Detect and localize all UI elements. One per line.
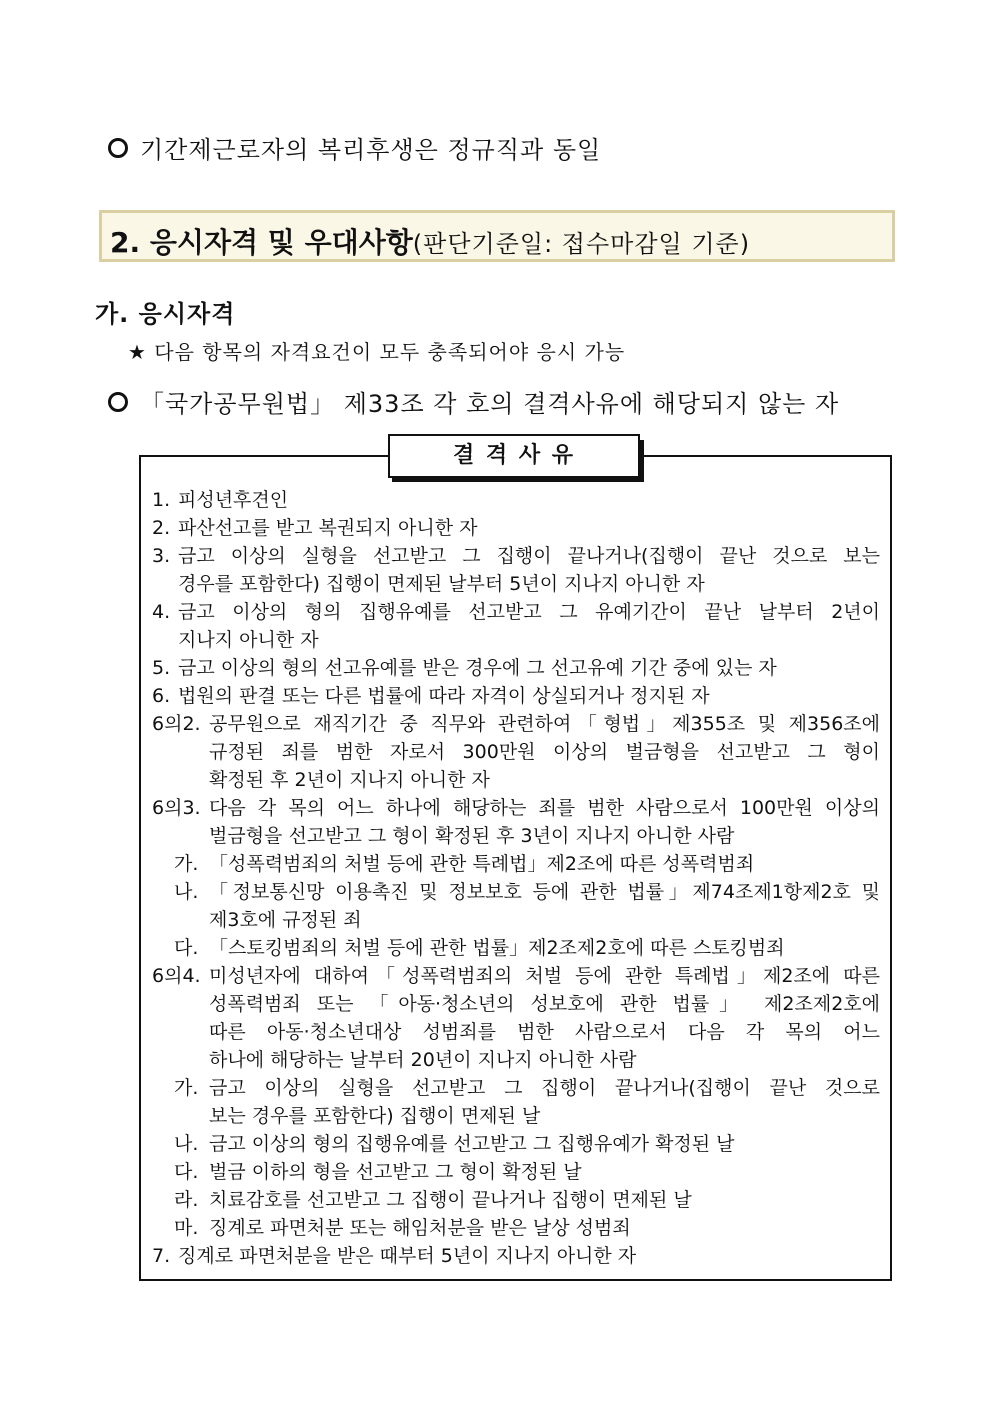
section-title-sub: (판단기준일: 접수마감일 기준) — [412, 230, 751, 258]
circle-bullet-icon — [108, 138, 128, 158]
list-item — [152, 934, 880, 962]
list-item — [152, 1130, 880, 1158]
list-item-line: 규정된 죄를 범한 자로서 300만원 이상의 벌금형을 선고받고 그 형이 — [209, 741, 880, 763]
list-item — [152, 794, 880, 850]
list-item — [152, 1214, 880, 1242]
list-item-line: 제3호에 규정된 죄 — [209, 909, 362, 931]
list-item-label: 나. — [174, 881, 199, 903]
list-item-label: 다. — [174, 1161, 199, 1183]
list-item — [152, 542, 880, 598]
welfare-bullet-text: 기간제근로자의 복리후생은 정규직과 동일 — [140, 136, 602, 164]
list-item-line: 징계로 파면처분 또는 해임처분을 받은 날상 성범죄 — [209, 1217, 631, 1239]
list-item-line: 지나지 아니한 자 — [178, 629, 319, 651]
subsection-title: 가. 응시자격 — [95, 300, 236, 328]
requirement-note: ★ 다음 항목의 자격요건이 모두 충족되어야 응시 가능 — [128, 340, 626, 364]
welfare-bullet — [108, 130, 601, 165]
list-item-line: 「스토킹범죄의 처벌 등에 관한 법률」제2조제2호에 따른 스토킹범죄 — [209, 937, 785, 959]
list-item-label: 6. — [152, 685, 171, 707]
box-title-text: 결 격 사 유 — [453, 443, 575, 468]
list-item — [152, 710, 880, 794]
list-item-line: 금고 이상의 형의 집행유예를 선고받고 그 유예기간이 끝난 날부터 2년이 — [178, 601, 880, 623]
list-item-line: 금고 이상의 형의 선고유예를 받은 경우에 그 선고유예 기간 중에 있는 자 — [178, 657, 777, 679]
list-item-line: 보는 경우를 포함한다) 집행이 면제된 날 — [209, 1105, 541, 1127]
list-item-label: 가. — [174, 853, 199, 875]
list-item-label: 다. — [174, 937, 199, 959]
list-item-line: 피성년후견인 — [178, 489, 289, 511]
list-item — [152, 1242, 880, 1270]
list-item-label: 2. — [152, 517, 171, 539]
list-item — [152, 850, 880, 878]
list-item-line: 「정보통신망 이용촉진 및 정보보호 등에 관한 법률」제74조제1항제2호 및 — [209, 881, 880, 903]
list-item-label: 3. — [152, 545, 171, 567]
list-item-line: 벌금 이하의 형을 선고받고 그 형이 확정된 날 — [209, 1161, 582, 1183]
list-item — [152, 1186, 880, 1214]
list-item-line: 따른 아동·청소년대상 성범죄를 범한 사람으로서 다음 각 목의 어느 — [209, 1021, 880, 1043]
list-item-line: 파산선고를 받고 복권되지 아니한 자 — [178, 517, 478, 539]
list-item-label: 라. — [174, 1189, 199, 1211]
list-item — [152, 682, 880, 710]
circle-bullet-icon — [108, 392, 128, 412]
list-item-line: 금고 이상의 형의 집행유예를 선고받고 그 집행유예가 확정된 날 — [209, 1133, 735, 1155]
list-item — [152, 1158, 880, 1186]
list-item-label: 6의4. — [152, 965, 201, 987]
list-item-line: 법원의 판결 또는 다른 법률에 따라 자격이 상실되거나 정지된 자 — [178, 685, 710, 707]
disqualification-box-title — [388, 434, 640, 478]
list-item-line: 공무원으로 재직기간 중 직무와 관련하여「형법」제355조 및 제356조에 — [209, 713, 880, 735]
section-title-main: 2. 응시자격 및 우대사항 — [110, 226, 413, 259]
list-item-line: 치료감호를 선고받고 그 집행이 끝나거나 집행이 면제된 날 — [209, 1189, 692, 1211]
list-item-line: 징계로 파면처분을 받은 때부터 5년이 지나지 아니한 자 — [178, 1245, 637, 1267]
list-item-line: 벌금형을 선고받고 그 형이 확정된 후 3년이 지나지 아니한 사람 — [209, 825, 735, 847]
list-item-label: 4. — [152, 601, 171, 623]
disqualification-bullet — [108, 384, 839, 419]
list-item — [152, 1074, 880, 1130]
list-item-label: 6의2. — [152, 713, 201, 735]
list-item — [152, 878, 880, 934]
section-heading-box — [99, 210, 895, 262]
list-item-label: 5. — [152, 657, 171, 679]
list-item — [152, 654, 880, 682]
list-item-label: 7. — [152, 1245, 171, 1267]
list-item — [152, 598, 880, 654]
list-item-label: 나. — [174, 1133, 199, 1155]
list-item-label: 1. — [152, 489, 171, 511]
list-item-line: 경우를 포함한다) 집행이 면제된 날부터 5년이 지나지 아니한 자 — [178, 573, 705, 595]
list-item-label: 6의3. — [152, 797, 201, 819]
list-item-label: 가. — [174, 1077, 199, 1099]
list-item-line: 성폭력범죄 또는 「아동·청소년의 성보호에 관한 법률」 제2조제2호에 — [209, 993, 880, 1015]
list-item-line: 다음 각 목의 어느 하나에 해당하는 죄를 범한 사람으로서 100만원 이상의 — [209, 797, 880, 819]
section-title — [110, 221, 750, 261]
list-item-line: 「성폭력범죄의 처벌 등에 관한 특례법」제2조에 따른 성폭력범죄 — [209, 853, 755, 875]
disqualification-bullet-text: 「국가공무원법」 제33조 각 호의 결격사유에 해당되지 않는 자 — [140, 390, 840, 418]
list-item — [152, 486, 880, 514]
disqualification-list — [152, 486, 880, 1270]
list-item-line: 금고 이상의 실형을 선고받고 그 집행이 끝나거나(집행이 끝난 것으로 보는 — [178, 545, 880, 567]
list-item-line: 미성년자에 대하여「성폭력범죄의 처벌 등에 관한 특례법」제2조에 따른 — [209, 965, 880, 987]
list-item-label: 마. — [174, 1217, 199, 1239]
list-item — [152, 514, 880, 542]
list-item-line: 금고 이상의 실형을 선고받고 그 집행이 끝나거나(집행이 끝난 것으로 — [209, 1077, 880, 1099]
list-item-line: 확정된 후 2년이 지나지 아니한 자 — [209, 769, 490, 791]
list-item-line: 하나에 해당하는 날부터 20년이 지나지 아니한 사람 — [209, 1049, 637, 1071]
list-item — [152, 962, 880, 1074]
